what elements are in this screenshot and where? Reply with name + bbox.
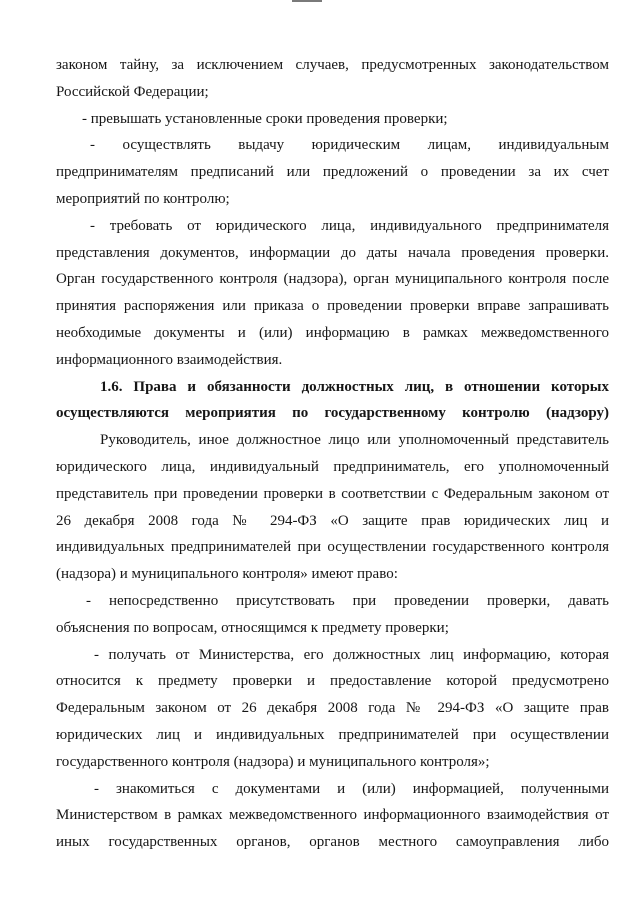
text-line: мероприятий по контролю; xyxy=(56,190,230,207)
text-line: (надзора) и муниципального контроля» имеют право: xyxy=(56,566,398,583)
text-line: информационного взаимодействия. xyxy=(56,351,283,368)
text-line: индивидуальных предпринимателей при осуществлении государственного контроля xyxy=(56,539,609,556)
text-line: иных государственных органов, органов местного самоуправления либо xyxy=(56,834,609,851)
heading-line: осуществляются мероприятия по государственному контролю (надзору) xyxy=(56,405,609,422)
text-line: - знакомиться с документами и (или) информацией, полученными xyxy=(94,780,609,797)
text-line: Руководитель, иное должностное лицо или уполномоченный представитель xyxy=(100,432,609,449)
text-line: - требовать от юридического лица, индивидуального предпринимателя xyxy=(90,217,609,234)
text-line: Орган государственного контроля (надзора), орган муниципального контроля после xyxy=(56,271,609,288)
text-line: объяснения по вопросам, относящимся к предмету проверки; xyxy=(56,619,449,636)
section-heading-1-6 xyxy=(56,374,609,428)
text-line: - непосредственно присутствовать при проведении проверки, давать xyxy=(86,592,609,609)
text-line: законом тайну, за исключением случаев, предусмотренных законодательством xyxy=(56,57,609,73)
paragraph-secrecy-continuation xyxy=(56,52,609,106)
text-line: представитель при проведении проверки в соответствии с Федеральным законом от xyxy=(56,485,609,502)
text-line: представления документов, информации до даты начала проведения проверки. xyxy=(56,244,609,261)
text-line: Федеральным законом от 26 декабря 2008 года № 294-ФЗ «О защите прав xyxy=(56,700,609,717)
text-line: - осуществлять выдачу юридическим лицам, индивидуальным xyxy=(90,137,609,154)
text-line: принятия распоряжения или приказа о проведении проверки вправе запрашивать xyxy=(56,298,609,315)
paragraph-rights-intro xyxy=(56,427,609,588)
paragraph-familiarize-item xyxy=(56,776,609,856)
page-edge-mark xyxy=(292,0,322,2)
paragraph-presence-item xyxy=(56,588,609,642)
text-line: относится к предмету проверки и предоставление которой предусмотрено xyxy=(56,673,609,690)
text-line: 26 декабря 2008 года № 294-ФЗ «О защите прав юридических лиц и xyxy=(56,512,609,529)
text-line: предпринимателям предписаний или предложений о проведении за их счет xyxy=(56,164,609,181)
text-line: необходимые документы и (или) информацию в рамках межведомственного xyxy=(56,324,609,341)
text-line: юридических лиц и индивидуальных предпринимателей при осуществлении xyxy=(56,726,609,743)
heading-line: 1.6. Права и обязанности должностных лиц, в отношении которых xyxy=(100,378,609,395)
text-line: - получать от Министерства, его должностных лиц информацию, которая xyxy=(94,646,609,663)
paragraph-information-item xyxy=(56,642,609,776)
paragraph-deadline-item xyxy=(56,106,609,133)
text-line: государственного контроля (надзора) и муниципального контроля»; xyxy=(56,753,490,770)
text-line: Российской Федерации; xyxy=(56,83,209,100)
paragraph-documents-item xyxy=(56,213,609,374)
text-line: - превышать установленные сроки проведения проверки; xyxy=(82,110,448,127)
text-line: юридического лица, индивидуальный предприниматель, его уполномоченный xyxy=(56,458,609,475)
text-line: Министерством в рамках межведомственного информационного взаимодействия от xyxy=(56,807,609,824)
paragraph-prescriptions-item xyxy=(56,132,609,212)
document-page xyxy=(56,52,609,856)
